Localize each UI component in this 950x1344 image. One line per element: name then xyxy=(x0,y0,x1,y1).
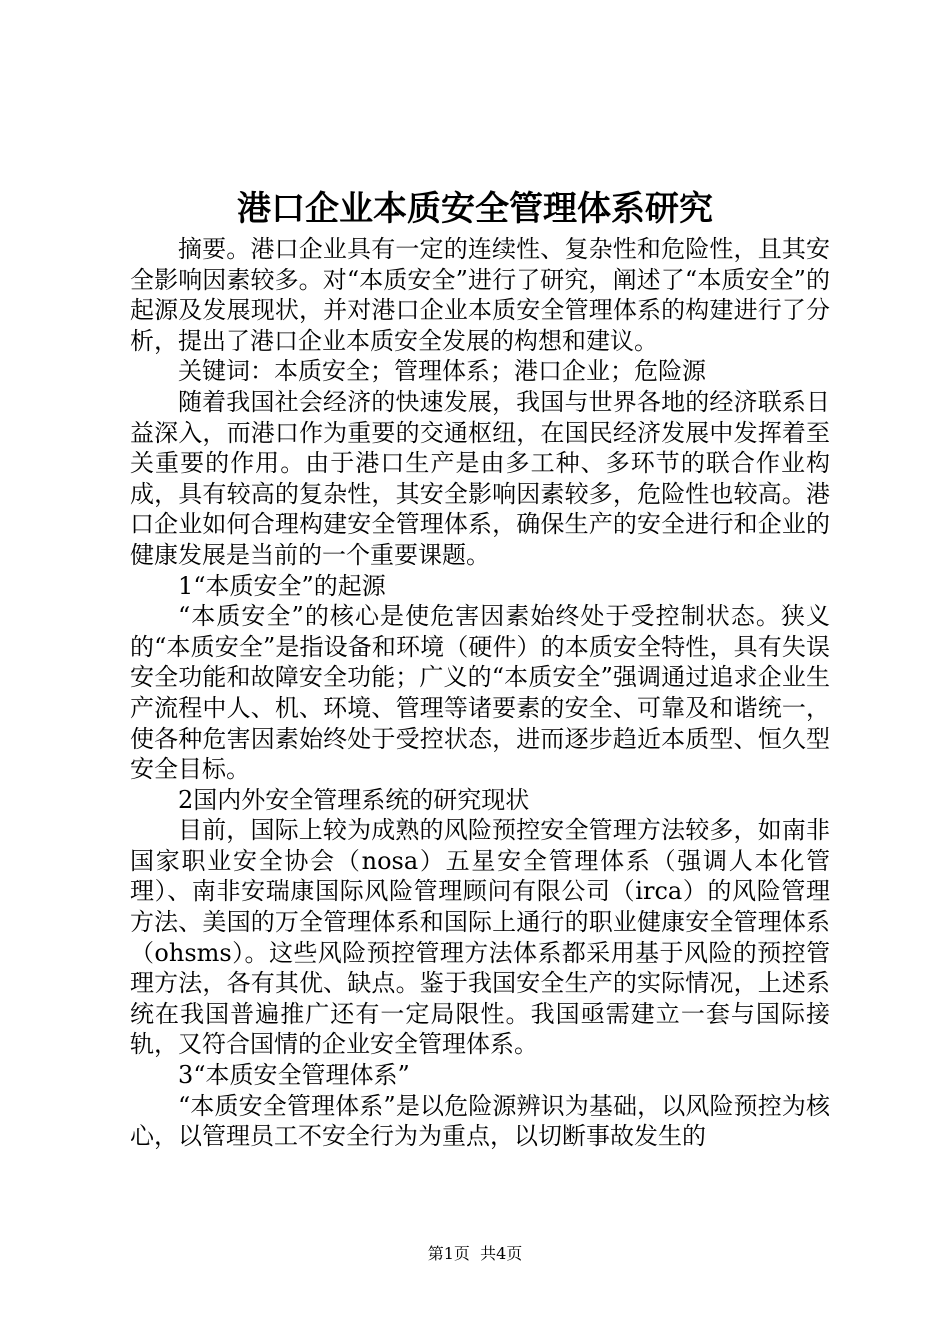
document-body xyxy=(130,234,830,1152)
footer-separator xyxy=(470,1244,480,1263)
document-title: 港口企业本质安全管理体系研究 xyxy=(237,189,713,229)
section-3-paragraph: “本质安全管理体系”是以危险源辨识为基础，以风险预控为核心，以管理员工不安全行为为重点，以切断事故发生的 xyxy=(130,1091,830,1151)
section-heading-3: 3“本质安全管理体系” xyxy=(178,1061,410,1090)
abstract-paragraph: 摘要。港口企业具有一定的连续性、复杂性和危险性，且其安全影响因素较多。对“本质安全”进行了研究，阐述了“本质安全”的起源及发展现状，并对港口企业本质安全管理体系的构建进行了分析，提出了港口企业本质安全发展的构想和建议。 xyxy=(130,235,830,355)
section-2-paragraph: 目前，国际上较为成熟的风险预控安全管理方法较多，如南非国家职业安全协会（nosa）五星安全管理体系（强调人本化管理）、南非安瑞康国际风险管理顾问有限公司（irca）的风险管理方法、美国的万全管理体系和国际上通行的职业健康安全管理体系（ohsms）。这些风险预控管理方法体系都采用基于风险的预控管理方法，各有其优、缺点。鉴于我国安全生产的实际情况，上述系统在我国普遍推广还有一定局限性。我国亟需建立一套与国际接轨，又符合国情的企业安全管理体系。 xyxy=(130,816,830,1059)
section-heading-2: 2国内外安全管理系统的研究现状 xyxy=(178,785,530,814)
keywords-paragraph: 关键词：本质安全；管理体系；港口企业；危险源 xyxy=(178,357,706,386)
section-heading-1: 1“本质安全”的起源 xyxy=(178,571,386,600)
intro-paragraph: 随着我国社会经济的快速发展，我国与世界各地的经济联系日益深入，而港口作为重要的交通枢纽，在国民经济发展中发挥着至关重要的作用。由于港口生产是由多工种、多环节的联合作业构成，具有较高的复杂性，其安全影响因素较多，危险性也较高。港口企业如何合理构建安全管理体系，确保生产的安全进行和企业的健康发展是当前的一个重要课题。 xyxy=(130,387,830,569)
section-1-paragraph: “本质安全”的核心是使危害因素始终处于受控制状态。狭义的“本质安全”是指设备和环境（硬件）的本质安全特性，具有失误安全功能和故障安全功能；广义的“本质安全”强调通过追求企业生产流程中人、机、环境、管理等诸要素的安全、可靠及和谐统一，使各种危害因素始终处于受控状态，进而逐步趋近本质型、恒久型安全目标。 xyxy=(130,602,830,784)
page-total: 共4页 xyxy=(480,1244,523,1263)
page-footer xyxy=(0,1243,950,1265)
page-number: 第1页 xyxy=(427,1244,470,1263)
